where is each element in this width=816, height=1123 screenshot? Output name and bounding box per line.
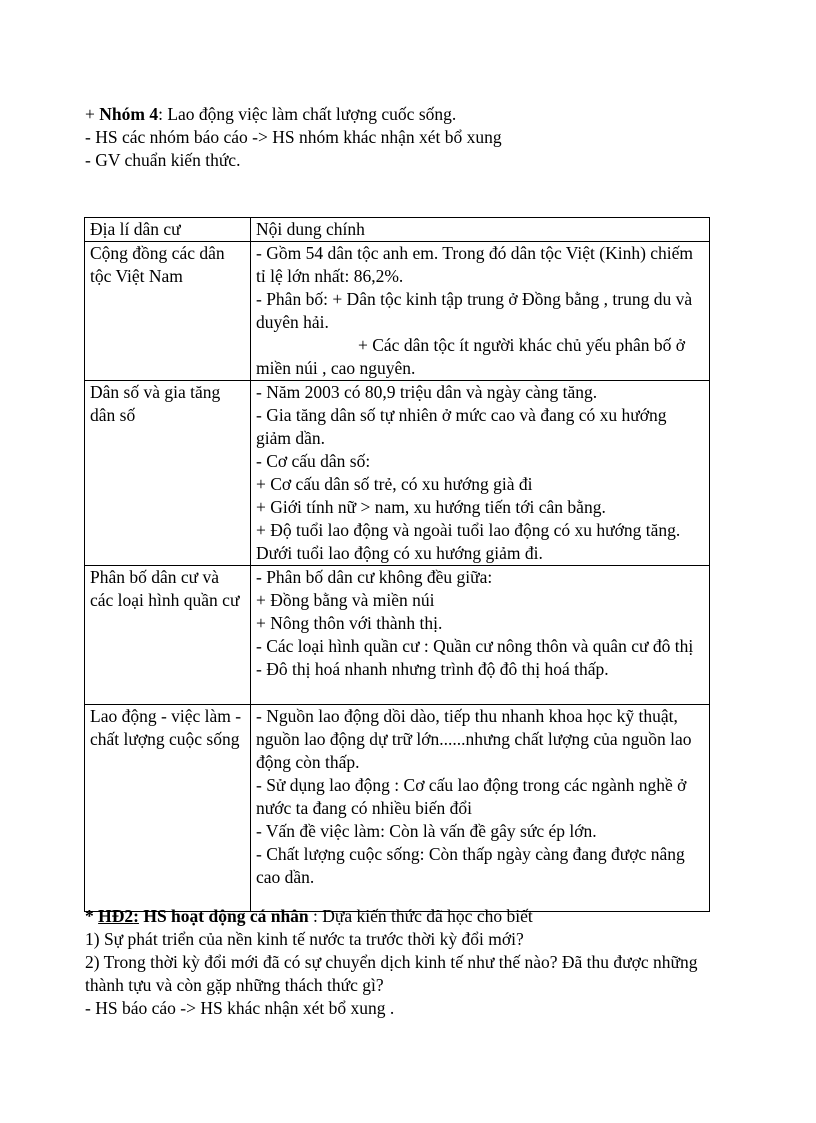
intro-line-3: - GV chuẩn kiến thức.	[85, 150, 241, 170]
table-row	[85, 381, 710, 566]
content-line: + Nông thôn với thành thị.	[256, 613, 443, 633]
content-line: - Phân bố dân cư không đều giữa:	[256, 567, 493, 587]
content-line: - Sử dụng lao động : Cơ cấu lao động trong các ngành nghề ở nước ta đang có nhiều biến đổi	[256, 775, 687, 818]
content-table	[84, 217, 710, 912]
content-line: + Cơ cấu dân số trẻ, có xu hướng già đi	[256, 474, 533, 494]
content-line: - Vấn đề việc làm: Còn là vấn đề gây sức ép lớn.	[256, 821, 597, 841]
row-content	[251, 566, 710, 705]
question-2: 2) Trong thời kỳ đổi mới đã có sự chuyển dịch kinh tế như thế nào? Đã thu được những thành tựu và còn gặp những thách thức gì?	[85, 952, 698, 995]
table-row	[85, 242, 710, 381]
row-topic: Dân số và gia tăng dân số	[85, 381, 251, 566]
header-content: Nội dung chính	[251, 218, 710, 242]
content-line: - Cơ cấu dân số:	[256, 451, 371, 471]
intro-section	[85, 103, 735, 172]
content-line: + Độ tuổi lao động và ngoài tuổi lao động có xu hướng tăng. Dưới tuổi lao động có xu hướng giảm đi.	[256, 520, 681, 563]
row-content	[251, 242, 710, 381]
content-line: - Gia tăng dân số tự nhiên ở mức cao và đang có xu hướng giảm dần.	[256, 405, 667, 448]
content-line: + Giới tính nữ > nam, xu hướng tiến tới cân bằng.	[256, 497, 606, 517]
row-content	[251, 381, 710, 566]
group-4-label: Nhóm 4	[99, 104, 159, 124]
row-topic: Lao động - việc làm - chất lượng cuộc sống	[85, 705, 251, 912]
content-line: + Đồng bằng và miền núi	[256, 590, 435, 610]
row-topic: Cộng đồng các dân tộc Việt Nam	[85, 242, 251, 381]
content-line: - Đô thị hoá nhanh nhưng trình độ đô thị hoá thấp.	[256, 659, 609, 679]
header-topic: Địa lí dân cư	[85, 218, 251, 242]
content-line: + Các dân tộc ít người khác chủ yếu phân bố ở miền núi , cao nguyên.	[256, 335, 686, 378]
content-line: - Chất lượng cuộc sống: Còn thấp ngày càng đang được nâng cao dần.	[256, 844, 685, 887]
row-content	[251, 705, 710, 912]
table-row	[85, 566, 710, 705]
table-row	[85, 705, 710, 912]
table-header-row	[85, 218, 710, 242]
activity-last-line: - HS báo cáo -> HS khác nhận xét bổ xung .	[85, 998, 395, 1018]
row-topic: Phân bố dân cư và các loại hình quần cư	[85, 566, 251, 705]
intro-line-2: - HS các nhóm báo cáo -> HS nhóm khác nhận xét bổ xung	[85, 127, 502, 147]
activity-section	[85, 905, 735, 1020]
intro-line-1: + Nhóm 4: Lao động việc làm chất lượng cuốc sống.	[85, 104, 457, 124]
content-line: - Năm 2003 có 80,9 triệu dân và ngày càng tăng.	[256, 382, 598, 402]
content-line: - Nguồn lao động dồi dào, tiếp thu nhanh khoa học kỹ thuật, nguồn lao động dự trữ lớn......nhưng chất lượng của nguồn lao động còn thấp.	[256, 706, 692, 772]
question-1: 1) Sự phát triển của nền kinh tế nước ta trước thời kỳ đổi mới?	[85, 929, 524, 949]
content-line: - Phân bố: + Dân tộc kinh tập trung ở Đồng bằng , trung du và duyên hải.	[256, 289, 693, 332]
content-line: - Các loại hình quần cư : Quần cư nông thôn và quân cư đô thị	[256, 636, 694, 656]
content-line: - Gồm 54 dân tộc anh em. Trong đó dân tộc Việt (Kinh) chiếm tỉ lệ lớn nhất: 86,2%.	[256, 243, 694, 286]
activity-heading: * HĐ2: HS hoạt động cá nhân : Dựa kiến thức đã học cho biết	[85, 906, 533, 926]
